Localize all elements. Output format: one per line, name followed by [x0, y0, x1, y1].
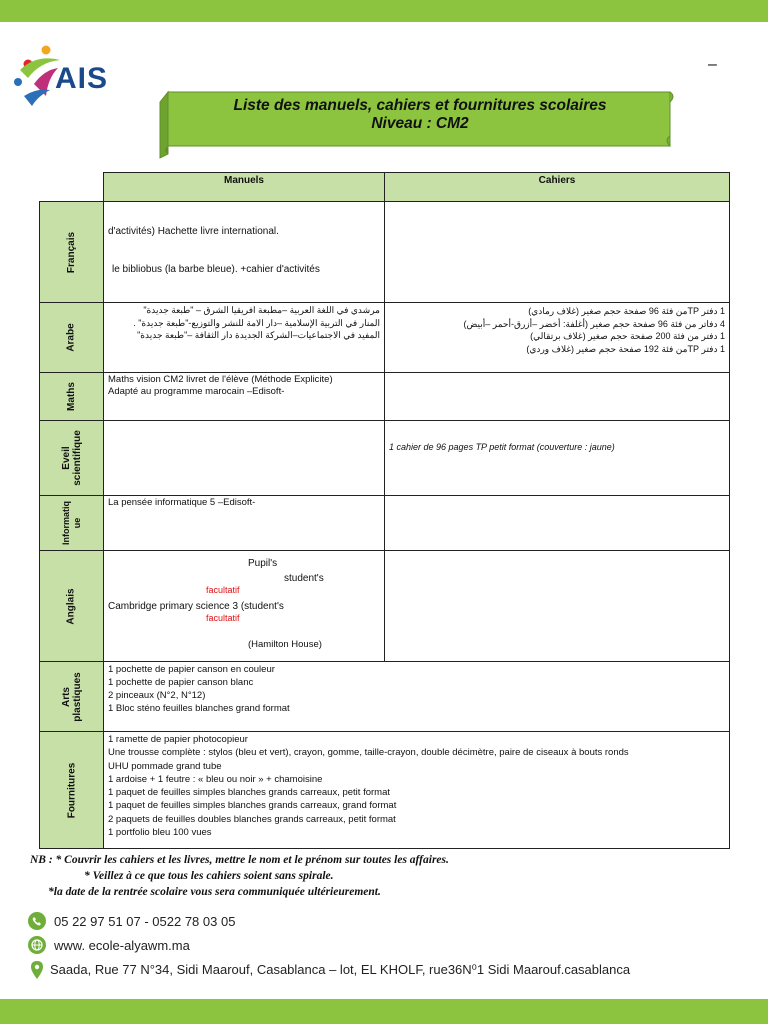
eveil-manuels [104, 421, 385, 496]
maths-manuel-2: Adapté au programme marocain –Edisoft- [108, 386, 285, 397]
row-eveil [40, 421, 730, 496]
fournitures-item-8: 1 portfolio bleu 100 vues [108, 827, 212, 839]
arabe-cahier-2: 4 دفاتر من فئة 96 صفحة حجم صغير (أغلفة: أخضر –أزرق-أحمر –أبيض) [463, 318, 725, 329]
arts-item-1: 1 pochette de papier canson en couleur [108, 664, 275, 675]
top-green-bar [0, 0, 768, 22]
website-text[interactable]: www. ecole-alyawm.ma [54, 937, 190, 953]
anglais-cambridge: Cambridge primary science 3 (student's [108, 601, 284, 612]
contact-website [28, 936, 190, 954]
fournitures-item-4: 1 ardoise + 1 feutre : « bleu ou noir » + chamoisine [108, 773, 323, 785]
note-1: NB : * Couvrir les cahiers et les livres, mettre le nom et le prénom sur toutes les affaires. [30, 854, 449, 866]
row-informatique [40, 496, 730, 551]
supplies-table [39, 172, 730, 849]
fournitures-item-5: 1 paquet de feuilles simples blanches grands carreaux, petit format [108, 787, 390, 799]
francais-manuel-2: le bibliobus (la barbe bleue). +cahier d'activités [112, 264, 320, 275]
fournitures-item-2: Une trousse complète : stylos (bleu et vert), crayon, gomme, taille-crayon, double décimètre, paire de ciseaux à bouts ronds [108, 747, 629, 759]
anglais-hamilton: (Hamilton House) [248, 639, 322, 650]
anglais-facultatif-1: facultatif [206, 585, 240, 595]
informatique-cahiers [385, 496, 730, 551]
arabe-manuel-2: المنار في التربية الإسلامية –دار الامة للنشر والتوزيع-"طبعة جديدة" . [133, 317, 380, 328]
label-anglais: Anglais [66, 587, 77, 625]
francais-cahiers [385, 202, 730, 303]
arts-item-3: 2 pinceaux (N°2, N°12) [108, 690, 206, 701]
banner-title-line1: Liste des manuels, cahiers et fournitures scolaires [233, 97, 607, 114]
contact-phone [28, 912, 235, 930]
notes-block [30, 852, 449, 900]
banner-title [178, 97, 662, 133]
label-arts: Arts plastiques [60, 671, 83, 722]
corner-cell [40, 173, 104, 202]
logo-text: AIS [55, 62, 109, 95]
anglais-cahiers [385, 551, 730, 662]
arabe-manuel-3: المفيد في الاجتماعيات–الشركة الجديدة دار الثقافة –"طبعة جديدة" [137, 330, 380, 340]
phone-text: 05 22 97 51 07 - 0522 78 03 05 [54, 913, 236, 929]
header-cahiers: Cahiers [385, 173, 730, 202]
maths-manuel-1: Maths vision CM2 livret de l'élève (Méthode Explicite) [108, 374, 333, 385]
location-pin-icon [28, 960, 46, 980]
fournitures-item-7: 2 paquets de feuilles doubles blanches grands carreaux, petit format [108, 813, 396, 825]
francais-manuel-1: d'activités) Hachette livre international. [108, 226, 279, 237]
row-arabe [40, 303, 730, 373]
fournitures-item-3: UHU pommade grand tube [108, 760, 222, 772]
anglais-pupils: Pupil's [248, 558, 278, 569]
row-arts [40, 662, 730, 732]
arts-item-2: 1 pochette de papier canson blanc [108, 677, 254, 688]
label-arabe: Arabe [65, 323, 77, 352]
anglais-students: student's [284, 573, 324, 584]
row-maths [40, 373, 730, 421]
arts-item-4: 1 Bloc sténo feuilles blanches grand format [108, 703, 290, 714]
arabe-cahier-3: 1 دفتر من فئة 200 صفحة حجم صغير (غلاف برتقالي) [530, 331, 725, 341]
informatique-manuel-1: La pensée informatique 5 –Edisoft- [108, 497, 256, 508]
label-informatique: Informatique [60, 501, 82, 545]
address-text: Saada, Rue 77 N°34, Sidi Maarouf, Casablanca – lot, EL KHOLF, rue36N⁰1 Sidi Maarouf.casablanca [50, 962, 631, 977]
note-2: * Veillez à ce que tous les cahiers soient sans spirale. [84, 870, 334, 882]
row-francais [40, 202, 730, 303]
anglais-facultatif-2: facultatif [206, 613, 240, 623]
arabe-cahier-4: 1 دفتر TPمن فئة 192 صفحة حجم صغير (غلاف وردي) [526, 343, 725, 354]
corner-mark: – [708, 56, 717, 73]
header-manuels: Manuels [104, 173, 385, 202]
banner-title-line2: Niveau : CM2 [371, 115, 469, 132]
contact-address [28, 960, 630, 980]
phone-icon [28, 912, 46, 930]
arabe-manuel-1: مرشدي في اللغة العربية –مطبعة افريقيا الشرق – "طبعة جديدة" [143, 305, 380, 315]
label-maths: Maths [66, 382, 77, 411]
label-eveil: Eveil scientifique [60, 430, 83, 486]
row-anglais [40, 551, 730, 662]
fournitures-item-1: 1 ramette de papier photocopieur [108, 734, 248, 745]
eveil-cahier-1: 1 cahier de 96 pages TP petit format (couverture : jaune) [389, 442, 615, 452]
note-3: *la date de la rentrée scolaire vous sera communiquée ultérieurement. [48, 886, 381, 898]
row-fournitures [40, 732, 730, 849]
globe-icon [28, 936, 46, 954]
arabe-cahier-1: 1 دفتر TPمن فئة 96 صفحة حجم صغير (غلاف رمادي) [528, 306, 725, 316]
label-fournitures: Fournitures [66, 762, 77, 818]
maths-cahiers [385, 373, 730, 421]
label-francais: Français [65, 231, 77, 273]
fournitures-item-6: 1 paquet de feuilles simples blanches grands carreaux, grand format [108, 800, 397, 812]
bottom-green-bar [0, 999, 768, 1024]
